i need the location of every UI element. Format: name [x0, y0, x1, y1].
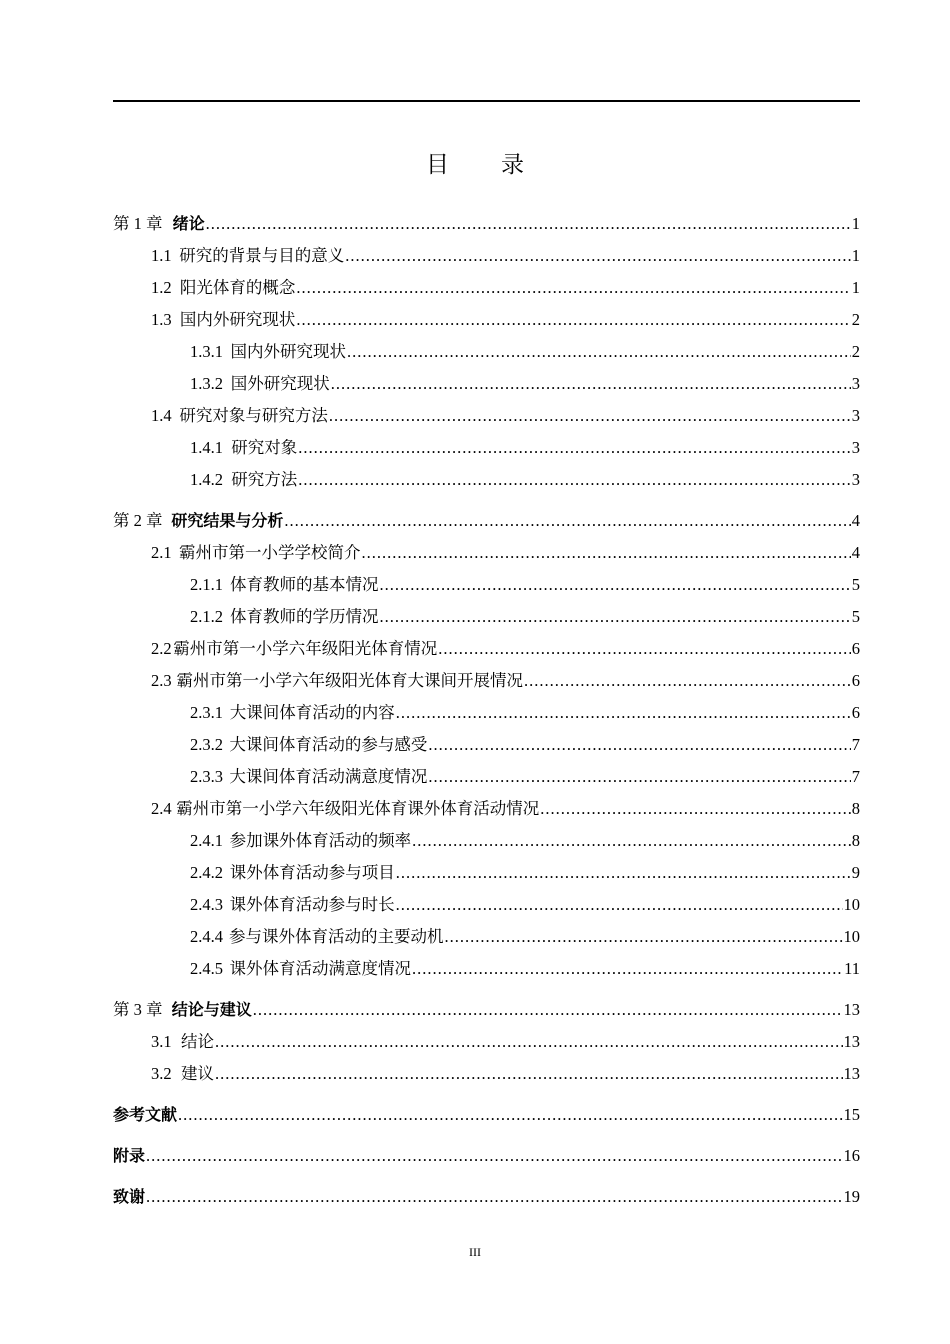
toc-dot-leader: [524, 665, 851, 697]
toc-entry-page: 3: [851, 438, 860, 457]
toc-entry-number: 3.1: [151, 1032, 172, 1051]
toc-entry[interactable]: [113, 1181, 860, 1213]
toc-entry-page: 15: [843, 1105, 860, 1124]
toc-title-char-1: 目: [426, 152, 449, 177]
toc-entry-page: 6: [851, 639, 860, 658]
toc-entry-label: 国内外研究现状: [179, 310, 296, 329]
toc-dot-leader: [428, 761, 850, 793]
toc-entry-page: 9: [851, 863, 860, 882]
toc-entry-page: 2: [851, 310, 860, 329]
toc-entry[interactable]: [113, 432, 860, 464]
toc-entry[interactable]: [113, 368, 860, 400]
toc-entry[interactable]: [113, 464, 860, 496]
toc-dot-leader: [298, 432, 850, 464]
toc-title-char-2: 录: [501, 152, 524, 177]
toc-entry-number: 2.3.3: [190, 767, 223, 786]
toc-entry-label: 结论与建议: [171, 1000, 252, 1019]
toc-entry-number: 2.2: [151, 639, 172, 658]
toc-entry[interactable]: [113, 1058, 860, 1090]
toc-entry-number: 2.3.2: [190, 735, 223, 754]
toc-entry-page: 3: [851, 406, 860, 425]
toc-entry-label: 大课间体育活动满意度情况: [229, 767, 428, 786]
toc-entry-number: 2.4.4: [190, 927, 223, 946]
toc-entry-number: 2.4.2: [190, 863, 223, 882]
toc-dot-leader: [331, 368, 851, 400]
toc-entry-number: 1.4: [151, 406, 172, 425]
toc-entry-page: 7: [851, 767, 860, 786]
toc-dot-leader: [396, 857, 851, 889]
toc-entry-number: 2.3: [151, 671, 172, 690]
toc-entry-label: 附录: [113, 1146, 146, 1165]
toc-entry-page: 5: [851, 575, 860, 594]
toc-dot-leader: [329, 400, 851, 432]
toc-entry-label: 国外研究现状: [230, 374, 330, 393]
toc-dot-leader: [296, 272, 850, 304]
toc-entry-number: 2.1: [151, 543, 172, 562]
toc-entry[interactable]: [113, 665, 860, 697]
toc-entry-page: 8: [851, 799, 860, 818]
toc-entry[interactable]: [113, 537, 860, 569]
toc-entry-page: 1: [851, 214, 860, 233]
toc-entry-page: 19: [843, 1187, 860, 1206]
toc-entry[interactable]: [113, 272, 860, 304]
toc-entry-number: 2.1.2: [190, 607, 223, 626]
toc-entry-label: 绪论: [172, 214, 205, 233]
toc-dot-leader: [215, 1058, 843, 1090]
toc-dot-leader: [540, 793, 850, 825]
toc-dot-leader: [412, 953, 843, 985]
toc-entry-page: 7: [851, 735, 860, 754]
toc-entry[interactable]: [113, 304, 860, 336]
toc-entry-number: 1.4.1: [190, 438, 223, 457]
toc-dot-leader: [438, 633, 851, 665]
toc-entry[interactable]: [113, 336, 860, 368]
toc-dot-leader: [206, 208, 851, 240]
toc-entry-label: 结论: [181, 1032, 214, 1051]
toc-entry-label: 霸州市第一小学六年级阳光体育课外体育活动情况: [176, 799, 540, 818]
toc-entry-page: 13: [843, 1064, 860, 1083]
toc-entry-page: 11: [844, 959, 860, 978]
toc-entry-number: 1.3: [151, 310, 172, 329]
toc-entry[interactable]: [113, 953, 860, 985]
toc-entry-number: 1.3.2: [190, 374, 223, 393]
toc-entry-page: 8: [851, 831, 860, 850]
toc-entry-label: 大课间体育活动的参与感受: [229, 735, 428, 754]
toc-entry-label: 参考文献: [113, 1105, 178, 1124]
toc-entry-page: 2: [851, 342, 860, 361]
toc-entry-label: 大课间体育活动的内容: [229, 703, 395, 722]
toc-dot-leader: [146, 1140, 842, 1172]
toc-entry[interactable]: [113, 793, 860, 825]
toc-dot-leader: [215, 1026, 843, 1058]
toc-entry-page: 10: [843, 895, 860, 914]
toc-entry-label: 体育教师的基本情况: [230, 575, 379, 594]
toc-entry-page: 1: [851, 246, 860, 265]
toc-entry-number: 第 1 章: [113, 214, 163, 233]
toc-dot-leader: [380, 569, 851, 601]
toc-entry[interactable]: [113, 889, 860, 921]
toc-dot-leader: [146, 1181, 842, 1213]
toc-entry[interactable]: [113, 761, 860, 793]
toc-dot-leader: [444, 921, 842, 953]
toc-entry-label: 致谢: [113, 1187, 146, 1206]
toc-entry[interactable]: [113, 208, 860, 240]
toc-entry-label: 霸州市第一小学学校简介: [178, 543, 361, 562]
toc-dot-leader: [396, 889, 843, 921]
toc-entry-number: 2.4.1: [190, 831, 223, 850]
toc-entry-page: 4: [851, 511, 860, 530]
toc-entry-number: 2.4.5: [190, 959, 223, 978]
toc-entry[interactable]: [113, 825, 860, 857]
toc-entry[interactable]: [113, 505, 860, 537]
toc-entry-label: 研究的背景与目的意义: [179, 246, 345, 265]
toc-entry-label: 参与课外体育活动的主要动机: [228, 927, 444, 946]
toc-entry-page: 4: [851, 543, 860, 562]
toc-entry[interactable]: [113, 697, 860, 729]
toc-entry[interactable]: [113, 921, 860, 953]
toc-dot-leader: [253, 994, 843, 1026]
toc-entry[interactable]: [113, 729, 860, 761]
toc-entry-label: 国内外研究现状: [230, 342, 347, 361]
toc-entry-label: 体育教师的学历情况: [230, 607, 379, 626]
toc-title: [0, 146, 950, 179]
toc-entry-page: 6: [851, 671, 860, 690]
toc-entry-label: 研究结果与分析: [171, 511, 284, 530]
toc-dot-leader: [298, 464, 850, 496]
toc-entry-label: 参加课外体育活动的频率: [229, 831, 412, 850]
toc-entry-page: 6: [851, 703, 860, 722]
toc-entry-page: 10: [843, 927, 860, 946]
toc-dot-leader: [296, 304, 850, 336]
toc-entry-label: 阳光体育的概念: [179, 278, 296, 297]
toc-entry[interactable]: [113, 400, 860, 432]
toc-entry-label: 霸州市第一小学六年级阳光体育大课间开展情况: [176, 671, 524, 690]
page-number: III: [469, 1245, 481, 1259]
toc-dot-leader: [284, 505, 850, 537]
toc-entry[interactable]: [113, 1140, 860, 1172]
header-rule: [113, 100, 860, 102]
toc-entry-label: 课外体育活动满意度情况: [229, 959, 411, 978]
toc-dot-leader: [428, 729, 850, 761]
toc-entry[interactable]: [113, 569, 860, 601]
toc-entry-number: 2.4: [151, 799, 172, 818]
toc-dot-leader: [412, 825, 851, 857]
toc-entry-page: 13: [843, 1000, 860, 1019]
toc-entry-page: 13: [843, 1032, 860, 1051]
toc-entry[interactable]: [113, 1026, 860, 1058]
toc-entry-number: 1.4.2: [190, 470, 223, 489]
toc-entry-page: 3: [851, 374, 860, 393]
toc-dot-leader: [178, 1099, 842, 1131]
toc-entry-page: 16: [843, 1146, 860, 1165]
toc-entry[interactable]: [113, 633, 860, 665]
toc-entry-number: 第 3 章: [113, 1000, 163, 1019]
toc-entry[interactable]: [113, 1099, 860, 1131]
toc-entry-page: 1: [851, 278, 860, 297]
toc-entry-label: 霸州市第一小学六年级阳光体育情况: [173, 639, 438, 658]
toc-entry[interactable]: [113, 857, 860, 889]
toc-dot-leader: [345, 240, 851, 272]
toc-entry-number: 2.1.1: [190, 575, 223, 594]
toc-dot-leader: [396, 697, 851, 729]
toc-entry[interactable]: [113, 994, 860, 1026]
toc-entry-number: 2.3.1: [190, 703, 223, 722]
toc-entry-label: 课外体育活动参与时长: [229, 895, 395, 914]
toc-entry-label: 研究对象与研究方法: [179, 406, 328, 425]
toc-entry-number: 1.3.1: [190, 342, 223, 361]
toc-dot-leader: [347, 336, 851, 368]
toc-entry-number: 1.1: [151, 246, 172, 265]
toc-entry-number: 第 2 章: [113, 511, 163, 530]
toc-entry-number: 2.4.3: [190, 895, 223, 914]
toc-entry-page: 3: [851, 470, 860, 489]
toc-entry-number: 1.2: [151, 278, 172, 297]
toc-entry-label: 研究对象: [231, 438, 298, 457]
toc-entry[interactable]: [113, 240, 860, 272]
toc-dot-leader: [361, 537, 850, 569]
table-of-contents: [113, 208, 860, 1213]
toc-entry-page: 5: [851, 607, 860, 626]
toc-dot-leader: [380, 601, 851, 633]
toc-entry[interactable]: [113, 601, 860, 633]
toc-entry-label: 建议: [181, 1064, 214, 1083]
toc-entry-label: 课外体育活动参与项目: [229, 863, 395, 882]
toc-entry-number: 3.2: [151, 1064, 172, 1083]
toc-entry-label: 研究方法: [231, 470, 298, 489]
